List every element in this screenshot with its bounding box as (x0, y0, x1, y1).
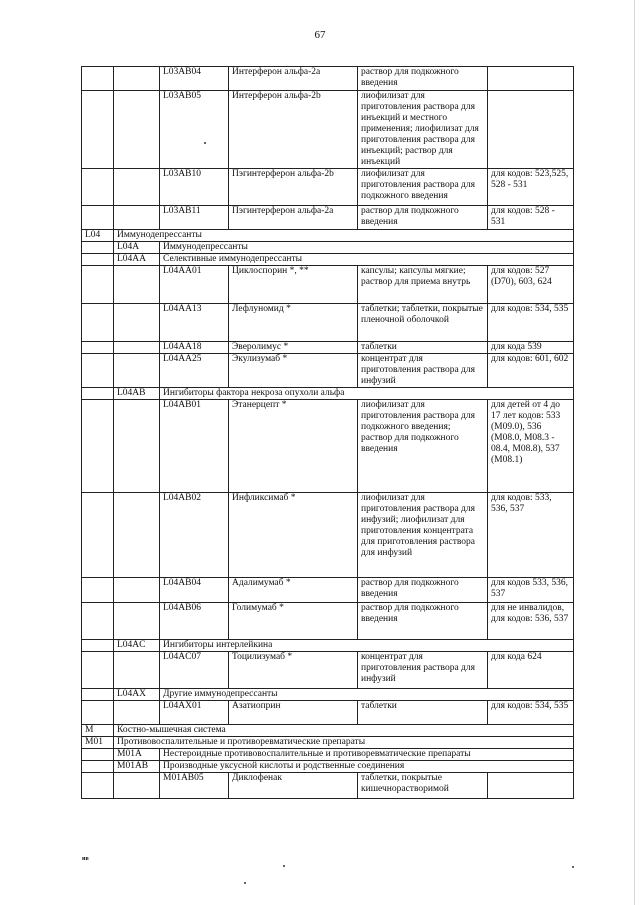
table-cell (114, 266, 160, 304)
table-cell: для кодов: 601, 602 (488, 354, 574, 388)
table-cell (488, 91, 574, 169)
table-cell (114, 773, 160, 799)
table-cell: Адалимумаб * (229, 578, 358, 603)
table-cell (82, 354, 114, 388)
table-cell: Другие иммунодепрессанты (160, 689, 574, 701)
table-cell: для кодов: 533, 536, 537 (488, 493, 574, 578)
table-cell: L04AA25 (160, 354, 229, 388)
table-cell (82, 652, 114, 689)
table-cell (82, 254, 114, 266)
table-cell: Тоцилизумаб * (229, 652, 358, 689)
table-cell: Циклоспорин *, ** (229, 266, 358, 304)
table-cell: концентрат для приготовления раствора для инфузий (358, 652, 488, 689)
table-cell: L04AB06 (160, 603, 229, 640)
table-cell: для детей от 4 до 17 лет кодов: 533 (M09.0), 536 (M08.0, M08.3 - 08.4, M08.8), 537 (M08.1) (488, 400, 574, 493)
table-cell: L04AA (114, 254, 160, 266)
table-cell (114, 206, 160, 230)
table-cell: Селективные иммунодепрессанты (160, 254, 574, 266)
table-cell (82, 640, 114, 652)
table-cell (114, 701, 160, 725)
table-row (82, 342, 574, 354)
table-cell: Иммунодепрессанты (160, 242, 574, 254)
table-row (82, 701, 574, 725)
table-cell (82, 266, 114, 304)
table-cell (82, 206, 114, 230)
table-row (82, 749, 574, 761)
table-cell: лиофилизат для приготовления раствора для подкожного введения; раствор для подкожного введения (358, 400, 488, 493)
table-cell: L03AB11 (160, 206, 229, 230)
table-row (82, 773, 574, 799)
table-cell: L03AB10 (160, 169, 229, 206)
table-cell: раствор для подкожного введения (358, 206, 488, 230)
table-cell (82, 169, 114, 206)
table-cell: L04A (114, 242, 160, 254)
table-cell (82, 400, 114, 493)
table-cell: Экулизумаб * (229, 354, 358, 388)
scan-speck (244, 882, 246, 884)
table-cell (114, 652, 160, 689)
table-cell: Интерферон альфа-2а (229, 67, 358, 91)
table-row (82, 242, 574, 254)
table-cell (82, 67, 114, 91)
table-cell: Этанерцепт * (229, 400, 358, 493)
table-row (82, 725, 574, 737)
table-cell: Голимумаб * (229, 603, 358, 640)
table-cell: для кода 624 (488, 652, 574, 689)
table-cell: L04AX01 (160, 701, 229, 725)
table-cell (82, 388, 114, 400)
table-cell (82, 773, 114, 799)
table-cell: Производные уксусной кислоты и родственные соединения (160, 761, 574, 773)
table-cell: таблетки (358, 342, 488, 354)
table-cell: для кодов: 534, 535 (488, 304, 574, 342)
table-cell (82, 603, 114, 640)
table-cell (114, 493, 160, 578)
table-cell (488, 773, 574, 799)
table-cell: таблетки, покрытые кишечнорастворимой (358, 773, 488, 799)
table-cell: L04AC (114, 640, 160, 652)
table-cell: M01AB (114, 761, 160, 773)
table-cell: M01A (114, 749, 160, 761)
table-row (82, 761, 574, 773)
table-cell: Нестероидные противовоспалительные и противоревматические препараты (160, 749, 574, 761)
footer-mark: ив (82, 856, 89, 862)
table-cell: таблетки (358, 701, 488, 725)
table-cell: Эверолимус * (229, 342, 358, 354)
table-cell (82, 342, 114, 354)
table-row (82, 603, 574, 640)
table-cell (82, 493, 114, 578)
page-number: 67 (314, 29, 326, 41)
table-cell: Пэгинтерферон альфа-2b (229, 169, 358, 206)
table-row (82, 388, 574, 400)
table-cell (82, 701, 114, 725)
table-cell: L04AB04 (160, 578, 229, 603)
table-cell (82, 91, 114, 169)
table-cell (114, 354, 160, 388)
table-cell: L04AA13 (160, 304, 229, 342)
table-cell (82, 242, 114, 254)
table-cell: для кодов: 528 - 531 (488, 206, 574, 230)
table-cell: Диклофенак (229, 773, 358, 799)
table-cell (82, 689, 114, 701)
table-cell: M01 (82, 737, 114, 749)
table-row (82, 737, 574, 749)
table-cell (114, 67, 160, 91)
scan-speck (204, 142, 206, 144)
table-cell: M01AB05 (160, 773, 229, 799)
table-cell: Азатиоприн (229, 701, 358, 725)
table-cell: лиофилизат для приготовления раствора для подкожного введения (358, 169, 488, 206)
table-row (82, 354, 574, 388)
table-cell: Пэгинтерферон альфа-2а (229, 206, 358, 230)
scan-speck (572, 866, 574, 868)
table-row (82, 91, 574, 169)
table-cell (114, 400, 160, 493)
table-cell: капсулы; капсулы мягкие; раствор для приема внутрь (358, 266, 488, 304)
table-cell (82, 304, 114, 342)
table-row (82, 304, 574, 342)
table-row (82, 689, 574, 701)
table-row (82, 578, 574, 603)
table-row (82, 169, 574, 206)
table-cell: L04AB (114, 388, 160, 400)
table-cell: для кодов: 523,525, 528 - 531 (488, 169, 574, 206)
table-cell: L03AB04 (160, 67, 229, 91)
table-cell: для кодов 533, 536, 537 (488, 578, 574, 603)
table-row (82, 254, 574, 266)
table-cell: Ингибиторы интерлейкина (160, 640, 574, 652)
table-cell: для кода 539 (488, 342, 574, 354)
table-cell: для не инвалидов, для кодов: 536, 537 (488, 603, 574, 640)
table-cell: концентрат для приготовления раствора для инфузий (358, 354, 488, 388)
table-cell (488, 67, 574, 91)
table-cell: лиофилизат для приготовления раствора для инъекций и местного применения; лиофилизат для приготовления раствора для инъекций; раствор для инъекций (358, 91, 488, 169)
table-cell (114, 342, 160, 354)
table-cell (82, 761, 114, 773)
table-cell (114, 578, 160, 603)
table-cell: L04AB01 (160, 400, 229, 493)
table-cell (114, 603, 160, 640)
table-cell (114, 304, 160, 342)
table-cell: раствор для подкожного введения (358, 603, 488, 640)
table-cell: Костно-мышечная система (114, 725, 574, 737)
table-cell: Ингибиторы фактора некроза опухоли альфа (160, 388, 574, 400)
table-cell: L04AA01 (160, 266, 229, 304)
table-cell: Инфликсимаб * (229, 493, 358, 578)
table-cell: Лефлуномид * (229, 304, 358, 342)
table-cell: раствор для подкожного введения (358, 67, 488, 91)
table-cell: для кодов: 527 (D70), 603, 624 (488, 266, 574, 304)
table-cell (82, 749, 114, 761)
table-cell: раствор для подкожного введения (358, 578, 488, 603)
table-cell: L03AB05 (160, 91, 229, 169)
drug-table (81, 66, 574, 799)
table-cell: M (82, 725, 114, 737)
table-cell: L04AC07 (160, 652, 229, 689)
table-cell (82, 578, 114, 603)
table-row (82, 652, 574, 689)
table-cell: Иммунодепрессанты (114, 230, 574, 242)
scan-speck (283, 865, 285, 867)
table-cell: для кодов: 534, 535 (488, 701, 574, 725)
table-row (82, 266, 574, 304)
table-cell: L04 (82, 230, 114, 242)
table-row (82, 206, 574, 230)
scan-edge (634, 0, 635, 905)
table-cell: L04AX (114, 689, 160, 701)
table-cell: лиофилизат для приготовления раствора для инфузий; лиофилизат для приготовления концентрата для приготовления раствора для инфузий (358, 493, 488, 578)
table-row (82, 230, 574, 242)
table-row (82, 640, 574, 652)
table-cell (114, 91, 160, 169)
table-cell (114, 169, 160, 206)
table-cell: L04AB02 (160, 493, 229, 578)
table-row (82, 67, 574, 91)
table-row (82, 400, 574, 493)
table-cell: L04AA18 (160, 342, 229, 354)
table-cell: Интерферон альфа-2b (229, 91, 358, 169)
table-row (82, 493, 574, 578)
table-cell: таблетки; таблетки, покрытые пленочной оболочкой (358, 304, 488, 342)
table-cell: Противовоспалительные и противоревматические препараты (114, 737, 574, 749)
